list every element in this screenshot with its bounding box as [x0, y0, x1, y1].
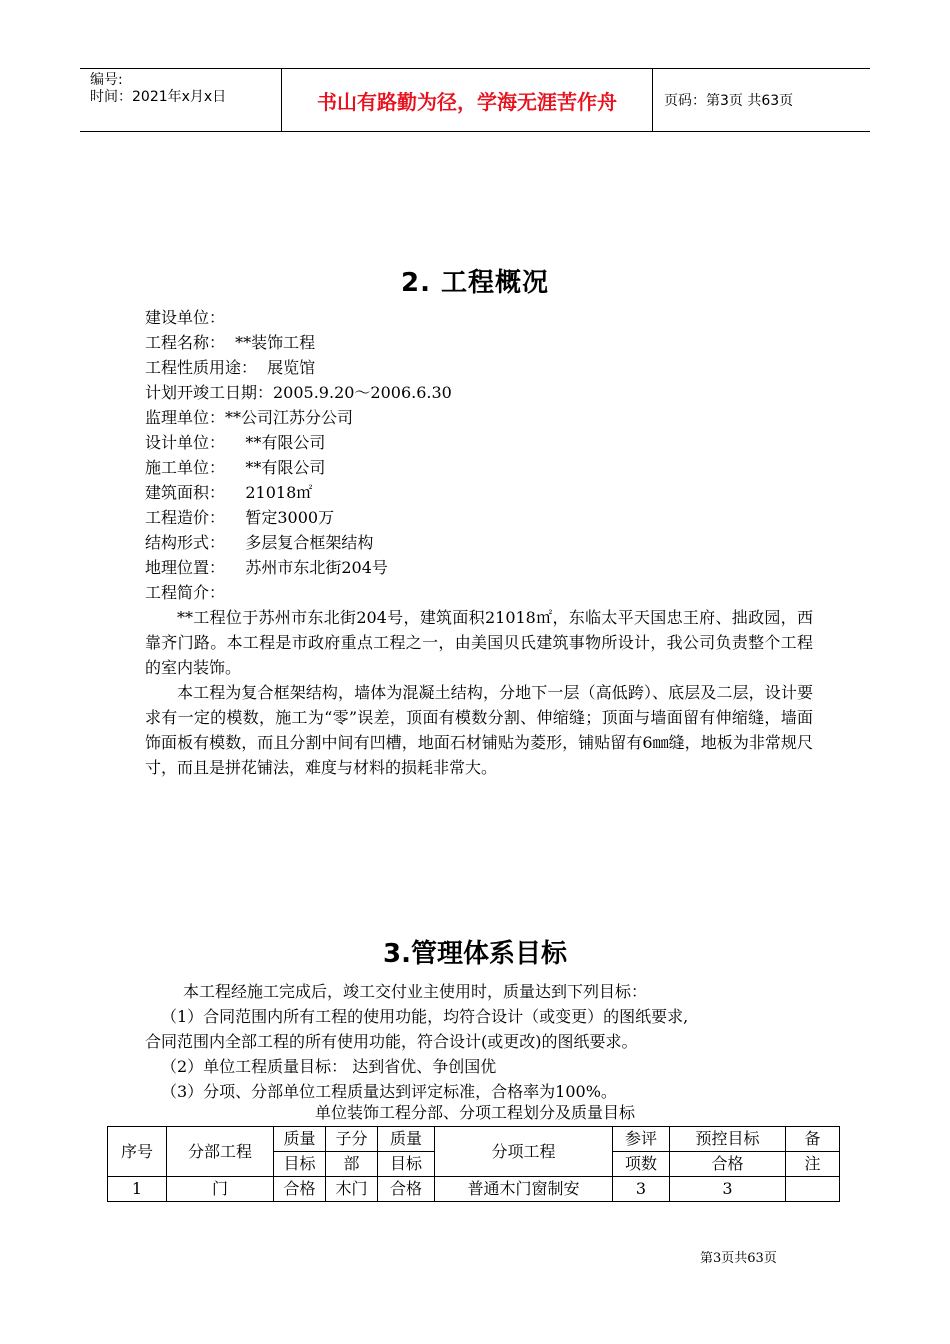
goal-1-cont: 合同范围内全部工程的所有使用功能，符合设计(或更改)的图纸要求。	[145, 1032, 638, 1051]
info-intro-label: 工程简介：	[145, 583, 226, 602]
th-seq: 序号	[108, 1127, 167, 1177]
cell-pass: 3	[670, 1177, 786, 1202]
th-quality-2: 目标	[274, 1152, 326, 1177]
info-designer: 设计单位： **有限公司	[145, 433, 326, 452]
doc-date-label: 时间：2021年x月x日	[90, 89, 227, 105]
goal-3: （3）分项、分部单位工程质量达到评定标准，合格率为100%。	[161, 1082, 617, 1101]
section-2-title: 2. 工程概况	[400, 268, 550, 298]
header-page-info: 页码：第3页 共63页	[664, 93, 794, 109]
page-header	[80, 68, 870, 132]
th-sub-1: 子分	[326, 1127, 378, 1152]
goal-2: （2）单位工程质量目标： 达到省优、争创国优	[161, 1057, 497, 1076]
quality-goals	[145, 979, 825, 1104]
header-meta	[80, 69, 290, 131]
goal-1: （1）合同范围内所有工程的使用功能，均符合设计（或变更）的图纸要求,	[161, 1007, 689, 1026]
th-eval-2: 项数	[613, 1152, 670, 1177]
info-area: 建筑面积： 21018㎡	[145, 483, 313, 502]
cell-part: 门	[167, 1177, 274, 1202]
project-info-list	[145, 305, 452, 605]
table-caption: 单位装饰工程分部、分项工程划分及质量目标	[314, 1103, 635, 1122]
cell-quality2: 合格	[378, 1177, 435, 1202]
doc-number-label: 编号:	[90, 72, 123, 88]
info-cost: 工程造价： 暂定3000万	[145, 508, 335, 527]
intro-paragraph-2: 本工程为复合框架结构，墙体为混凝土结构，分地下一层（高低跨）、底层及二层，设计要求有一定的模数，施工为“零”误差，顶面有模数分割、伸缩缝；顶面与墙面留有伸缩缝，墙面饰面板有模数，而且分割中间有凹槽，地面石材铺贴为菱形，铺贴留有6㎜缝，地板为非常规尺寸，而且是拼花铺法，难度与材料的损耗非常大。	[145, 683, 813, 777]
th-quality2-2: 目标	[378, 1152, 435, 1177]
th-eval-1: 参评	[613, 1127, 670, 1152]
th-sub-2: 部	[326, 1152, 378, 1177]
cell-item: 普通木门窗制安	[435, 1177, 613, 1202]
quality-table	[107, 1126, 840, 1202]
th-quality2-1: 质量	[378, 1127, 435, 1152]
th-note-1: 备	[786, 1127, 840, 1152]
th-note-2: 注	[786, 1152, 840, 1177]
th-quality-1: 质量	[274, 1127, 326, 1152]
th-target: 预控目标	[670, 1127, 786, 1152]
info-usage: 工程性质用途： 展览馆	[145, 358, 316, 377]
cell-seq: 1	[108, 1177, 167, 1202]
info-client: 建设单位：	[145, 308, 226, 327]
cell-eval: 3	[613, 1177, 670, 1202]
info-structure: 结构形式： 多层复合框架结构	[145, 533, 374, 552]
cell-note	[786, 1177, 840, 1202]
page-footer: 第3页共63页	[700, 1251, 777, 1266]
cell-quality: 合格	[274, 1177, 326, 1202]
section-3-title: 3.管理体系目标	[383, 939, 567, 969]
info-schedule: 计划开竣工日期：2005.9.20～2006.6.30	[145, 383, 452, 402]
th-item: 分项工程	[435, 1127, 613, 1177]
th-part: 分部工程	[167, 1127, 274, 1177]
info-location: 地理位置： 苏州市东北街204号	[145, 558, 388, 577]
info-contractor: 施工单位： **有限公司	[145, 458, 326, 477]
header-motto: 书山有路勤为径，学海无涯苦作舟	[281, 69, 653, 131]
cell-sub: 木门	[326, 1177, 378, 1202]
table-header-row	[108, 1127, 840, 1152]
info-project-name: 工程名称： **装饰工程	[145, 333, 316, 352]
intro-paragraph-1: **工程位于苏州市东北街204号，建筑面积21018㎡，东临太平天国忠王府、拙政园，西靠齐门路。本工程是市政府重点工程之一，由美国贝氏建筑事物所设计，我公司负责整个工程的室内装饰。	[145, 608, 813, 677]
th-pass: 合格	[670, 1152, 786, 1177]
table-row	[108, 1177, 840, 1202]
goals-intro: 本工程经施工完成后，竣工交付业主使用时，质量达到下列目标：	[183, 982, 648, 1001]
info-supervisor: 监理单位：**公司江苏分公司	[145, 408, 354, 427]
